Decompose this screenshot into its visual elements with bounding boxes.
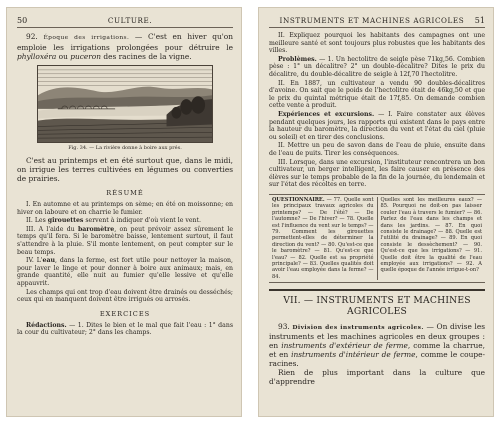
problems-label: Problèmes. <box>278 55 317 63</box>
exercise-paragraph: II. Mettre un peu de savon dans de l'eau de pluie, ensuite dans de l'eau de puits. Tirer les conséquences. <box>269 142 485 157</box>
chapter-title: VII. — INSTRUMENTS ET MACHINES AGRICOLES <box>283 294 471 317</box>
resume-item-3: III. A l'aide du baromètre, on peut prévoir assez sûrement le temps qu'il fera. Si le baromètre baisse, lentement surtout, il faut s'attendre à la pluie. S'il monte lentement, on peut compter sur le beau temps. <box>17 225 233 256</box>
resume-item-4: IV. L'eau, dans la ferme, est fort utile pour nettoyer la maison, pour laver le linge et pour donner à boire aux animaux; mais, en grande quantité, elle nuit au fumier qu'elle lessive et qu'elle appauvrit. <box>17 257 233 287</box>
questionnaire-column-left: QUESTIONNAIRE. — 77. Quelle sont les principaux travaux agricoles du printemps? — De l'été? — De l'automne? — De l'hiver? — 78. Quelle est l'influence du vent sur le temps? — 79. Comment les girouettes permettent-elles de déterminer la direction du vent? — 80. Qu'est-ce que le baromètre? — 81. Qu'est-ce que l'eau? — 82. Quelle est sa propriété principale? — 83. Quelles qualités doit avoir l'eau employée dans la ferme? — 84. <box>272 196 374 280</box>
page-number-left: 50 <box>17 16 28 25</box>
running-head-right <box>269 16 485 28</box>
running-head-title-left: CULTURE. <box>107 16 153 25</box>
questionnaire-column-right: Quelles sont les meilleures eaux? — 85. Pourquoi ne doit-on pas laisser couler l'eau à travers le fumier? — 86. Parlez de l'eau dans les champs et dans les jardins. — 87. En quoi consiste le drainage? — 88. Quelle est l'utilité du drainage? — 89. En quoi consiste le dessèchement? — 90. Qu'est-ce que les irrigations? — 91. Quelle doit être la qualité de l'eau employée aux irrigations? — 92. A quelle époque de l'année irrigue-t-on? <box>377 197 486 280</box>
spring-paragraph: C'est au printemps et en été surtout que, dans le midi, on irrigue les terres cultivées en légumes ou converties de prairies. <box>17 156 233 183</box>
questionnaire-label: QUESTIONNAIRE. <box>272 196 325 203</box>
running-head-title-right: INSTRUMENTS ET MACHINES AGRICOLES <box>279 16 465 25</box>
paragraph-92: 92. Époque des irrigations. — C'est en hiver qu'on emploie les irrigations prolongées pour détruire le phylloxéra ou puceron des racines de la vigne. <box>17 32 234 61</box>
exercise-paragraph: II. En 1887, un cultivateur a vendu 90 doubles-décalitres d'avoine. On sait que le poids de l'hectolitre était de 46kg,50 et que le prix du quintal métrique était de 17f,85. On demande combien cette vente a produit. <box>269 79 485 110</box>
river-meadow-illustration <box>37 65 213 143</box>
resume-heading: RÉSUMÉ <box>106 189 144 197</box>
exercise-paragraph: II. Expliquez pourquoi les habitants des campagnes ont une meilleure santé et sont toujours plus robustes que les habitants des villes. <box>269 32 485 55</box>
redactions-paragraph: Rédactions. — 1. Dites le bien et le mal que fait l'eau : 1° dans la cour du cultivateur; 2° dans les champs. <box>17 321 233 337</box>
resume-item-2: II. Les girouettes servent à indiquer d'où vient le vent. <box>26 217 201 225</box>
paragraph-93-title: Division des instruments agricoles. <box>292 323 424 331</box>
paragraph-92-title: Époque des irrigations. <box>43 35 130 41</box>
experiments-label: Expériences et excursions. <box>278 110 375 118</box>
page-number-right: 51 <box>474 16 485 25</box>
running-head-left <box>17 16 233 28</box>
resume-item-5: Les champs qui ont trop d'eau doivent être drainés ou desséchés; ceux qui en manquent doivent être irrigués ou arrosés. <box>17 288 233 304</box>
exercise-paragraph: III. Lorsque, dans une excursion, l'instituteur rencontrera un bon cultivateur, un berger intelligent, les faire causer en présence des élèves sur le temps probable de la fin de la journée, du lendemain et sur l'état des récoltes en terre. <box>269 158 485 189</box>
paragraph-93: 93. Division des instruments agricoles. — On divise les instruments et les machines agricoles en deux groupes : en instruments d'extérieur de ferme, comme la charrue, et en instruments d'intérieur de ferme, comme le coupe-racines. <box>269 321 485 368</box>
problems-paragraph: Problèmes. — 1. Un hectolitre de seigle pèse 71kg,56. Combien pèse : 1° un décalitre? 2° un double-décalitre? Dites le prix du décalitre, du double-décalitre de seigle à 12f,70 l'hectolitre. <box>269 55 485 78</box>
redactions-label: Rédactions. <box>26 321 67 329</box>
figure-caption: Fig. 34. — La rivière donne à boire aux prés. <box>68 145 182 151</box>
questionnaire-box <box>269 194 485 283</box>
resume-item-1: I. En automne et au printemps on sème; en été on moissonne; en hiver on laboure et on charrie le fumier. <box>17 201 234 216</box>
experiments-paragraph: Expériences et excursions. — I. Faire constater aux élèves pendant quelques jours, les rapports qui existent dans le pays entre la hauteur du baromètre, la direction du vent et l'état du ciel (pluie ou soleil) et en tirer des conclusions. <box>269 110 485 141</box>
left-page <box>6 7 242 417</box>
exercises-heading: EXERCICES <box>99 309 151 318</box>
chapter-divider <box>269 289 485 290</box>
continuation-line: Rien de plus important dans la culture que d'apprendre <box>269 367 485 386</box>
paragraph-92-number: 92. <box>26 32 38 41</box>
right-page <box>258 7 494 417</box>
